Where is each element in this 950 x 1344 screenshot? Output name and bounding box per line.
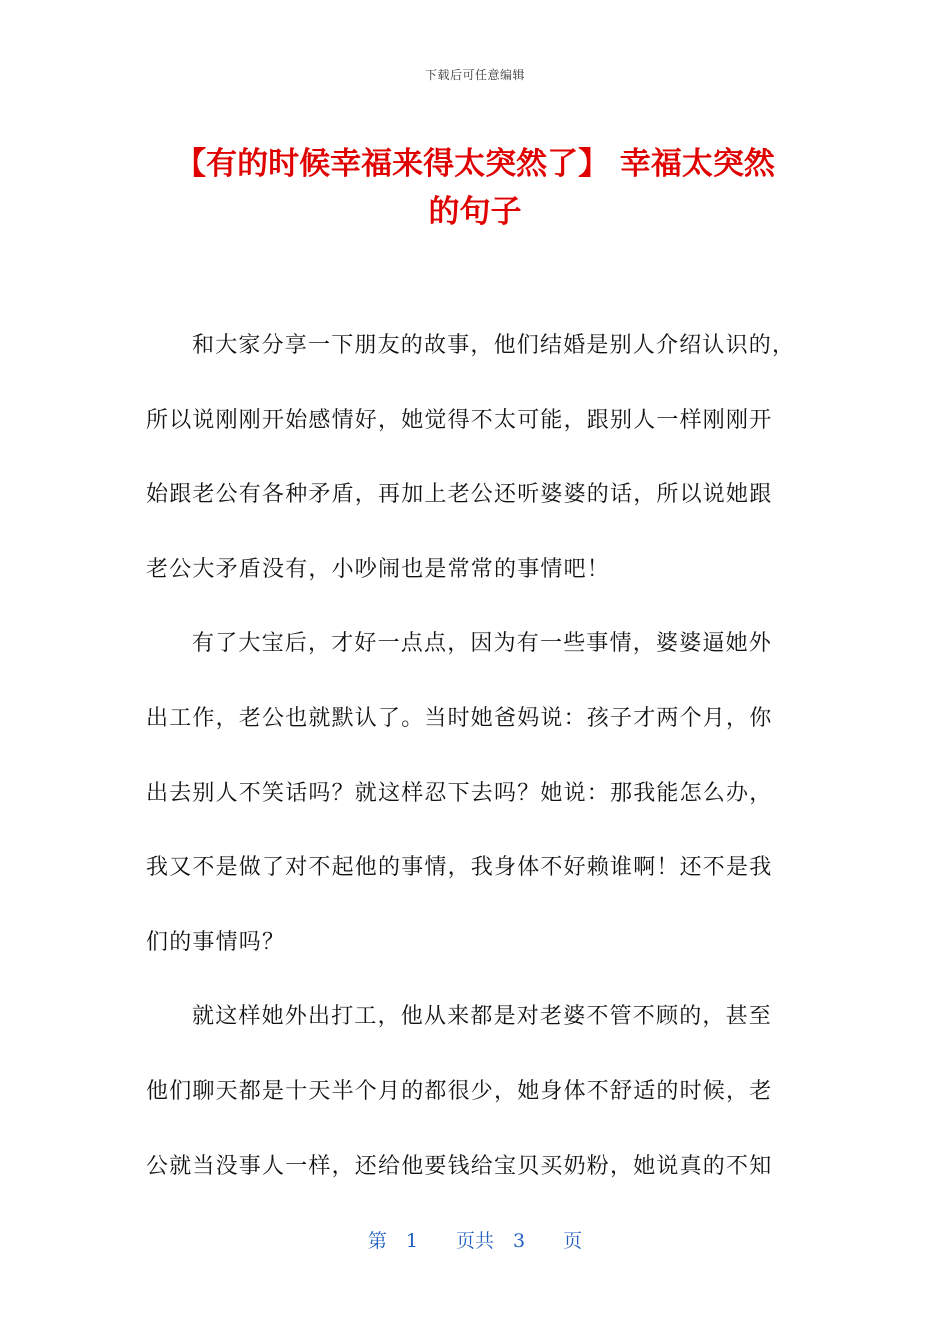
article-body	[146, 318, 810, 1213]
paragraph-line: 所以说刚刚开始感情好，她觉得不太可能，跟别人一样刚刚开	[146, 407, 773, 433]
paragraph-line: 们的事情吗？	[146, 929, 286, 955]
paragraph-line: 始跟老公有各种矛盾，再加上老公还听婆婆的话，所以说她跟	[146, 482, 773, 508]
paragraph-line: 他们聊天都是十天半个月的都很少，她身体不舒适的时候，老	[146, 1078, 773, 1104]
paragraph-line: 和大家分享一下朋友的故事，他们结婚是别人介绍认识的，	[192, 333, 796, 358]
paragraph-line: 出工作，老公也就默认了。当时她爸妈说：孩子才两个月，你	[146, 705, 773, 731]
title-line-1: 【有的时候幸福来得太突然了】 幸福太突然	[175, 146, 775, 182]
paragraph-line: 出去别人不笑话吗？就这样忍下去吗？她说：那我能怎么办，	[146, 780, 773, 806]
page-number-footer: 第 1 页共 3 页	[367, 1230, 583, 1252]
paragraph-line: 有了大宝后，才好一点点，因为有一些事情，婆婆逼她外	[192, 631, 773, 657]
paragraph-line: 老公大矛盾没有，小吵闹也是常常的事情吧！	[146, 556, 611, 582]
paragraph-line: 公就当没事人一样，还给他要钱给宝贝买奶粉，她说真的不知	[146, 1153, 773, 1179]
document-title	[130, 140, 820, 236]
header-note: 下载后可任意编辑	[424, 68, 525, 82]
title-line-2: 的句子	[428, 194, 522, 230]
paragraph-line: 我又不是做了对不起他的事情，我身体不好赖谁啊！还不是我	[146, 855, 773, 881]
paragraph-line: 就这样她外出打工，他从来都是对老婆不管不顾的，甚至	[192, 1004, 773, 1030]
